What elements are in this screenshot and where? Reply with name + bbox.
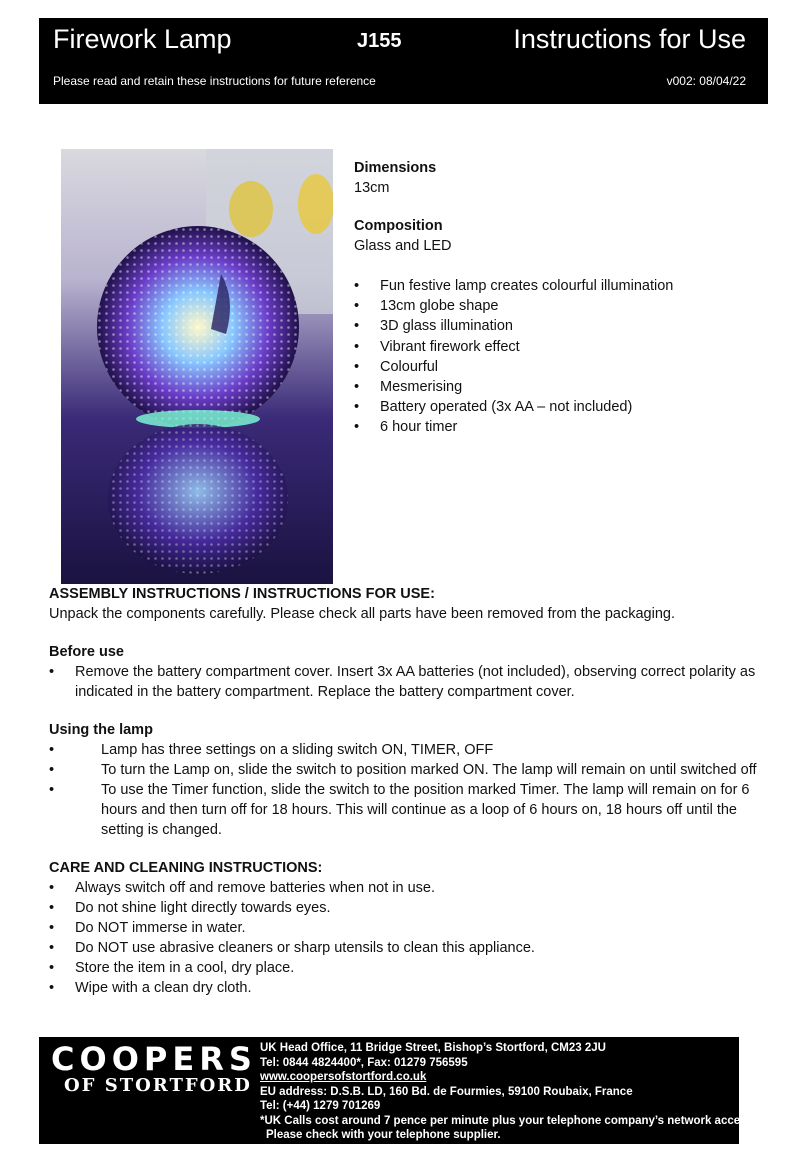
bullet-icon: • [354,358,360,375]
eu-phone: Tel: (+44) 1279 701269 [260,1100,381,1112]
list-item: • 6 hour timer [354,419,458,436]
bullet-icon: • [354,278,360,294]
assembly-text: Unpack the components carefully. Please check all parts have been removed from the packaging. [49,606,675,622]
bullet-icon: • [49,762,55,778]
bullet-icon: • [49,940,55,956]
assembly-heading: ASSEMBLY INSTRUCTIONS / INSTRUCTIONS FOR USE: [49,586,435,602]
dimensions-label: Dimensions [354,160,437,176]
instructions-body [49,584,769,998]
supplier-note: Please check with your telephone supplier. [266,1129,501,1141]
list-item: • Vibrant firework effect [354,338,520,355]
feature-list [354,276,774,438]
bullet-icon: • [49,980,55,996]
bullet-icon: • [49,742,55,758]
dimensions-value: 13cm [354,180,390,196]
version-date: v002: 08/04/22 [666,74,746,88]
bullet-icon: • [354,318,360,335]
eu-address: EU address: D.S.B. LD, 160 Bd. de Fourmies, 59100 Roubaix, France [260,1085,633,1098]
list-item: • 13cm globe shape [354,298,499,315]
company-contact [260,1041,756,1143]
before-use-heading: Before use [49,644,124,660]
bullet-icon: • [354,338,360,355]
list-item: • Fun festive lamp creates colourful illumination [354,278,674,294]
list-item: • Do NOT immerse in water. [49,920,246,936]
using-lamp-heading: Using the lamp [49,722,153,738]
bullet-icon: • [49,960,55,976]
footer-bar [39,1037,757,1144]
bullet-icon: • [354,298,360,315]
list-item: • To turn the Lamp on, slide the switch to position marked ON. The lamp will remain on until switched off [49,762,757,778]
phone-fax: Tel: 0844 4824400*, Fax: 01279 756595 [260,1056,468,1069]
company-logo: COOPERS [51,1040,257,1078]
bullet-icon: • [354,419,360,436]
list-item: • Colourful [354,358,439,375]
company-logo-subtitle: OF STORTFORD [64,1075,252,1096]
composition-label: Composition [354,218,443,234]
product-code: J155 [357,30,402,52]
care-heading: CARE AND CLEANING INSTRUCTIONS: [49,860,323,876]
list-item: • Do not shine light directly towards eyes. [49,900,331,916]
call-cost-note: *UK Calls cost around 7 pence per minute plus your telephone company’s network access. [260,1114,757,1127]
list-item: • Always switch off and remove batteries when not in use. [49,880,436,896]
list-item: • To use the Timer function, slide the switch to the position marked Timer. The lamp will remain on for 6 hours and then turn off for 18 hours. This will continue as a loop of 6 hours on, 18 hours off until the setting is changed. [49,782,750,838]
bullet-icon: • [354,399,360,416]
bullet-icon: • [49,920,55,936]
list-item: • Battery operated (3x AA – not included) [354,399,633,416]
bullet-icon: • [49,880,55,896]
product-specs [354,158,774,438]
bullet-icon: • [49,900,55,916]
bullet-icon: • [354,378,360,395]
list-item: • Remove the battery compartment cover. Insert 3x AA batteries (not included), observing correct polarity as indicated in the battery compartment. Replace the battery compartment cover. [49,664,756,700]
list-item: • Lamp has three settings on a sliding switch ON, TIMER, OFF [49,742,494,758]
head-office-address: UK Head Office, 11 Bridge Street, Bishop’s Stortford, CM23 2JU [260,1042,606,1054]
composition-value: Glass and LED [354,238,452,254]
firework-lamp-image [61,149,333,584]
header-bar [39,18,768,104]
product-photo [61,149,333,584]
list-item: • Wipe with a clean dry cloth. [49,980,252,996]
bullet-icon: • [49,664,55,680]
website-link[interactable]: www.coopersofstortford.co.uk [260,1071,427,1083]
list-item: • Store the item in a cool, dry place. [49,960,295,976]
bullet-icon: • [49,782,55,798]
list-item: • 3D glass illumination [354,318,513,335]
header-subtitle: Please read and retain these instructions for future reference [53,74,376,88]
list-item: • Do NOT use abrasive cleaners or sharp utensils to clean this appliance. [49,940,535,956]
document-title: Instructions for Use [513,24,746,54]
product-title: Firework Lamp [53,24,232,54]
list-item: • Mesmerising [354,378,463,395]
